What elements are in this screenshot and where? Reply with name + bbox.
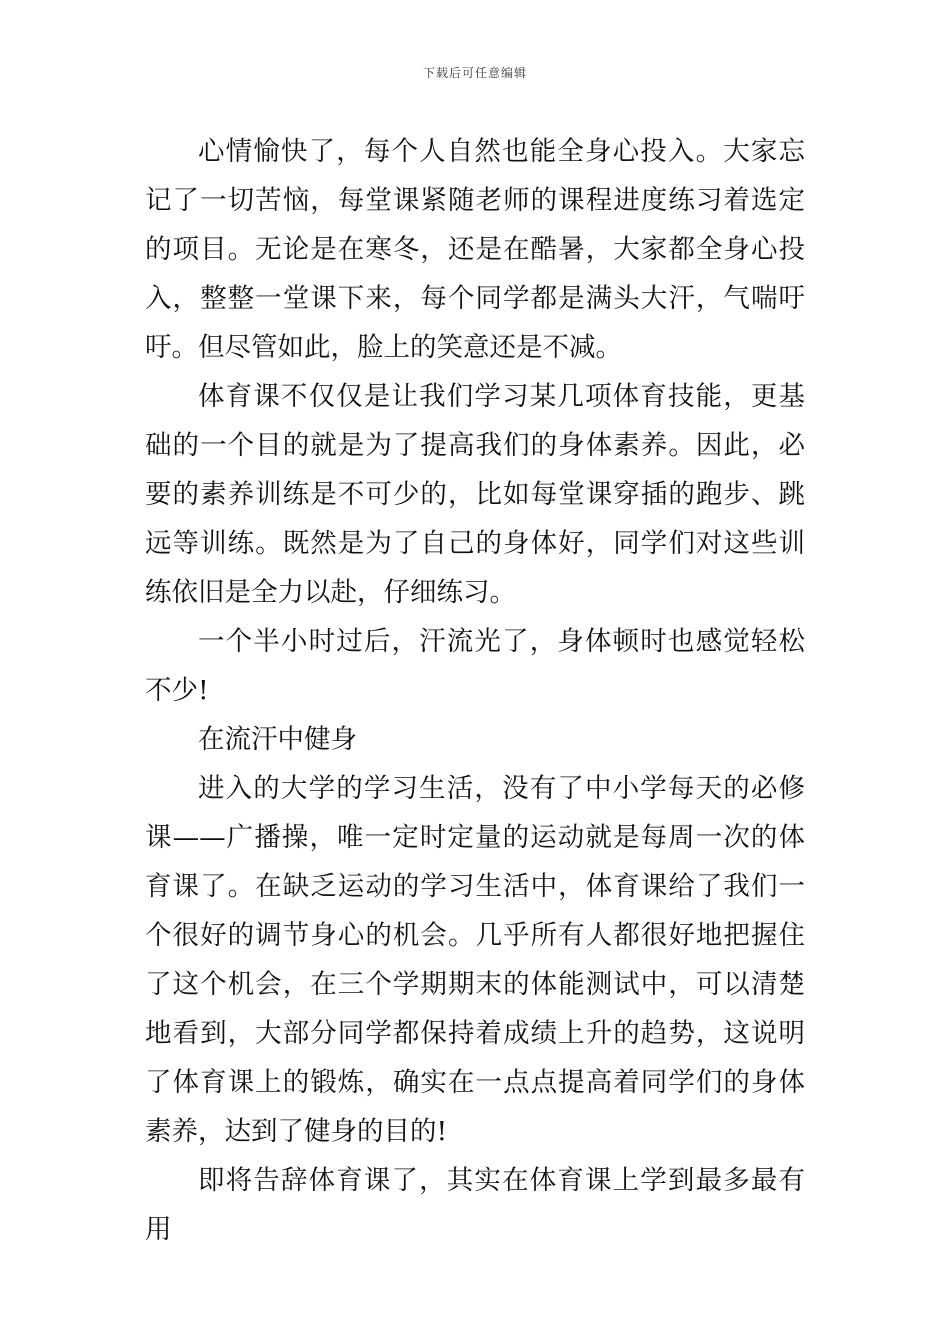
section-title: 在流汗中健身: [198, 724, 357, 755]
paragraph-4: 进入的大学的学习生活，没有了中小学每天的必修课——广播操，唯一定时定量的运动就是每周一次的体育课了。在缺乏运动的学习生活中，体育课给了我们一个很好的调节身心的机会。几乎所有人都很好地把握住了这个机会，在三个学期期末的体能测试中，可以清楚地看到，大部分同学都保持着成绩上升的趋势，这说明了体育课上的锻炼，确实在一点点提高着同学们的身体素养，达到了健身的目的!: [145, 773, 805, 1147]
document-body: [145, 127, 805, 1254]
paragraph-3: 一个半小时过后，汗流光了，身体顿时也感觉轻松不少!: [145, 626, 805, 706]
page-header-note: 下载后可任意编辑: [422, 66, 527, 80]
paragraph-1: 心情愉快了，每个人自然也能全身心投入。大家忘记了一切苦恼，每堂课紧随老师的课程进度练习着选定的项目。无论是在寒冬，还是在酷暑，大家都全身心投入，整整一堂课下来，每个同学都是满头大汗，气喘吁吁。但尽管如此，脸上的笑意还是不减。: [145, 136, 805, 363]
paragraph-5: 即将告辞体育课了，其实在体育课上学到最多最有用: [145, 1165, 805, 1245]
paragraph-2: 体育课不仅仅是让我们学习某几项体育技能，更基础的一个目的就是为了提高我们的身体素养。因此，必要的素养训练是不可少的，比如每堂课穿插的跑步、跳远等训练。既然是为了自己的身体好，同学们对这些训练依旧是全力以赴，仔细练习。: [145, 381, 805, 608]
